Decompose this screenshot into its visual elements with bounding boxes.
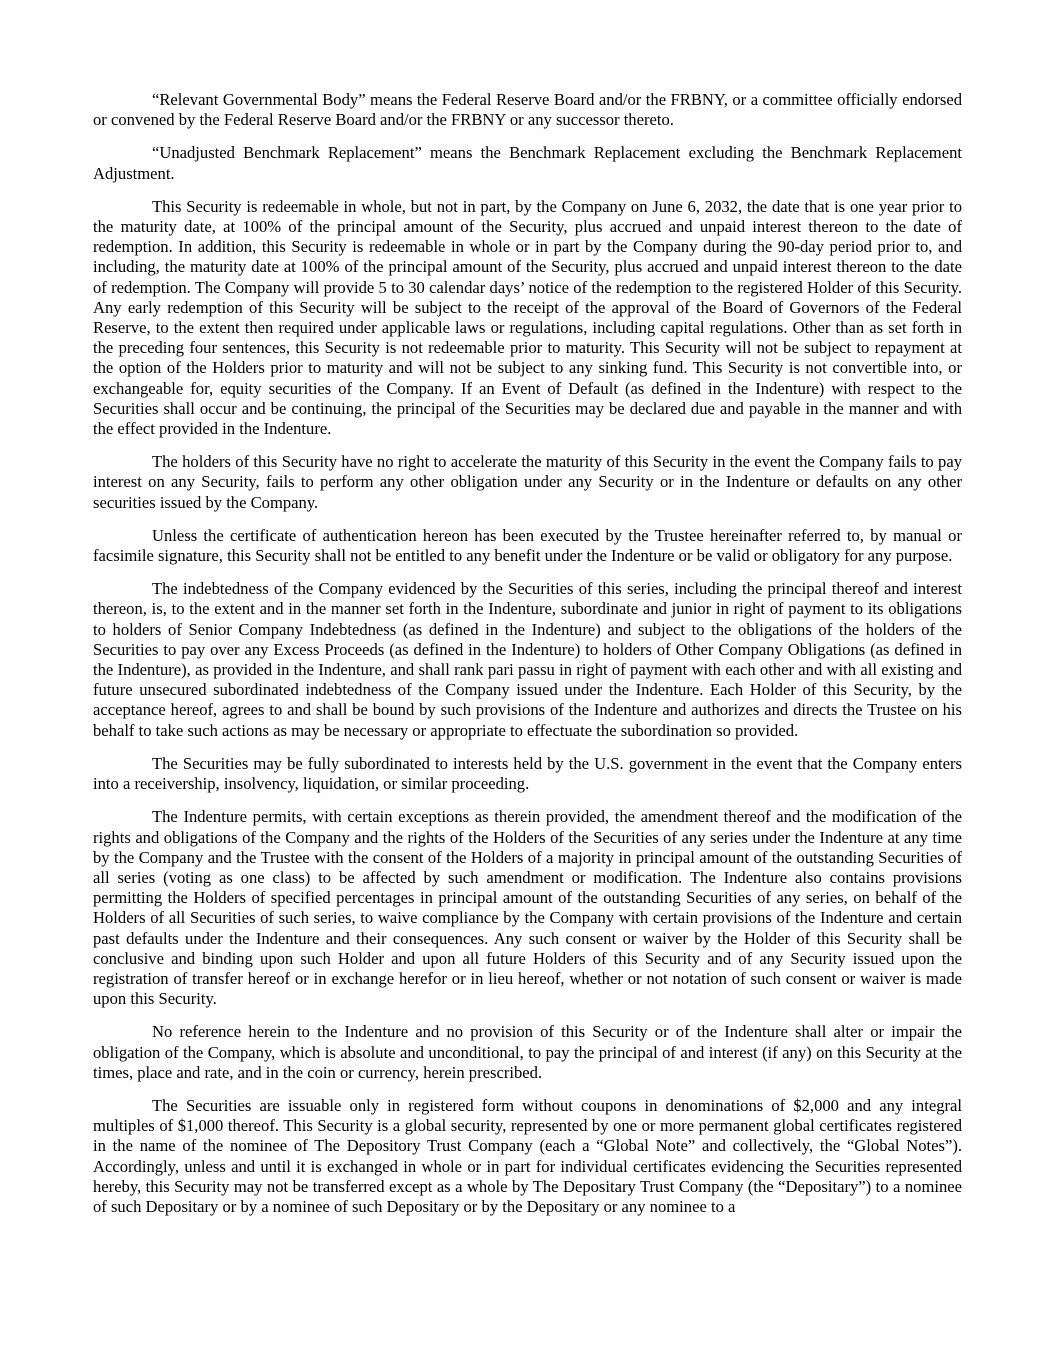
paragraph-redemption-terms: This Security is redeemable in whole, but not in part, by the Company on June 6, 2032, the date that is one year prior to the maturity date, at 100% of the principal amount of the Security, plus accrued and unpaid interest thereon to the date of redemption. In addition, this Security is redeemable in whole or in part by the Company during the 90-day period prior to, and including, the maturity date at 100% of the principal amount of the Security, plus accrued and unpaid interest thereon to the date of redemption. The Company will provide 5 to 30 calendar days’ notice of the redemption to the registered Holder of this Security. Any early redemption of this Security will be subject to the receipt of the approval of the Board of Governors of the Federal Reserve, to the extent then required under applicable laws or regulations, including capital regulations. Other than as set forth in the preceding four sentences, this Security is not redeemable prior to maturity. This Security will not be subject to repayment at the option of the Holders prior to maturity and will not be subject to any sinking fund. This Security is not convertible into, or exchangeable for, equity securities of the Company. If an Event of Default (as defined in the Indenture) with respect to the Securities shall occur and be continuing, the principal of the Securities may be declared due and payable in the manner and with the effect provided in the Indenture. <box>93 196 962 439</box>
paragraph-registered-form: The Securities are issuable only in registered form without coupons in denominations of $2,000 and any integral multiples of $1,000 thereof. This Security is a global security, represented by one or more permanent global certificates registered in the name of the nominee of The Depository Trust Company (each a “Global Note” and collectively, the “Global Notes”). Accordingly, unless and until it is exchanged in whole or in part for individual certificates evidencing the Securities represented hereby, this Security may not be transferred except as a whole by The Depositary Trust Company (the “Depositary”) to a nominee of such Depositary or by a nominee of such Depositary or by the Depositary or any nominee to a <box>93 1095 962 1216</box>
paragraph-us-government-subordination: The Securities may be fully subordinated to interests held by the U.S. government in the event that the Company enters into a receivership, insolvency, liquidation, or similar proceeding. <box>93 753 962 794</box>
paragraph-indenture-amendments: The Indenture permits, with certain exceptions as therein provided, the amendment thereof and the modification of the rights and obligations of the Company and the rights of the Holders of the Securities of any series under the Indenture at any time by the Company and the Trustee with the consent of the Holders of a majority in principal amount of the outstanding Securities of all series (voting as one class) to be affected by such amendment or modification. The Indenture also contains provisions permitting the Holders of specified percentages in principal amount of the outstanding Securities of any series, on behalf of the Holders of all Securities of such series, to waive compliance by the Company with certain provisions of the Indenture and certain past defaults under the Indenture and their consequences. Any such consent or waiver by the Holder of this Security shall be conclusive and binding upon such Holder and upon all future Holders of this Security and of any Security issued upon the registration of transfer hereof or in exchange herefor or in lieu hereof, whether or not notation of such consent or waiver is made upon this Security. <box>93 807 962 1009</box>
paragraph-no-impairment: No reference herein to the Indenture and no provision of this Security or of the Indenture shall alter or impair the obligation of the Company, which is absolute and unconditional, to pay the principal of and interest (if any) on this Security at the times, place and rate, and in the coin or currency, herein prescribed. <box>93 1022 962 1082</box>
paragraph-unadjusted-benchmark-replacement: “Unadjusted Benchmark Replacement” means the Benchmark Replacement excluding the Benchmark Replacement Adjustment. <box>93 143 962 183</box>
paragraph-no-acceleration-right: The holders of this Security have no right to accelerate the maturity of this Security in the event the Company fails to pay interest on any Security, fails to perform any other obligation under any Security or in the Indenture or defaults on any other securities issued by the Company. <box>93 452 962 512</box>
paragraph-relevant-governmental-body: “Relevant Governmental Body” means the Federal Reserve Board and/or the FRBNY, or a committee officially endorsed or convened by the Federal Reserve Board and/or the FRBNY or any successor thereto. <box>93 90 962 130</box>
paragraph-subordination: The indebtedness of the Company evidenced by the Securities of this series, including the principal thereof and interest thereon, is, to the extent and in the manner set forth in the Indenture, subordinate and junior in right of payment to its obligations to holders of Senior Company Indebtedness (as defined in the Indenture) and subject to the obligations of the holders of the Securities to pay over any Excess Proceeds (as defined in the Indenture) to holders of Other Company Obligations (as defined in the Indenture), as provided in the Indenture, and shall rank pari passu in right of payment with each other and with all existing and future unsecured subordinated indebtedness of the Company issued under the Indenture. Each Holder of this Security, by the acceptance hereof, agrees to and shall be bound by such provisions of the Indenture and authorizes and directs the Trustee on his behalf to take such actions as may be necessary or appropriate to effectuate the subordination so provided. <box>93 579 962 740</box>
paragraph-certificate-of-authentication: Unless the certificate of authentication hereon has been executed by the Trustee hereinafter referred to, by manual or facsimile signature, this Security shall not be entitled to any benefit under the Indenture or be valid or obligatory for any purpose. <box>93 525 962 566</box>
